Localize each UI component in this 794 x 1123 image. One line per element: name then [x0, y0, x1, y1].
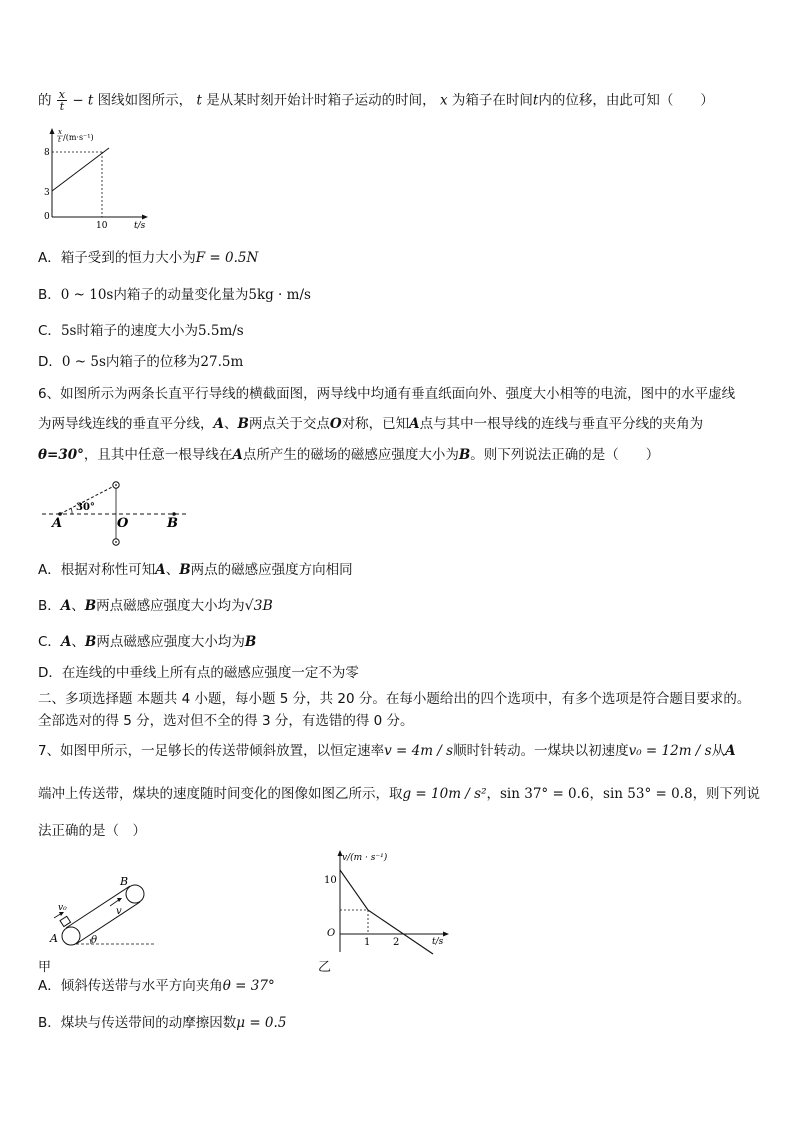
- option-text: 时箱子的速度大小为: [76, 323, 198, 339]
- formula: sin 53° = 0.8: [603, 786, 693, 802]
- option-text: 内箱子的位移为: [105, 354, 201, 370]
- pulley-bottom-icon: [62, 927, 80, 945]
- y-tick-8: 8: [44, 148, 50, 158]
- formula: sin 37° = 0.6: [500, 786, 590, 802]
- option-text: 、: [165, 562, 180, 578]
- q6-stem-line1: 6、如图所示为两条长直平行导线的横截面图，两导线中均通有垂直纸面向外、强度大小相等的电流，图中的水平虚线: [38, 386, 736, 402]
- option-text: A．根据对称性可知: [38, 562, 156, 578]
- label-a: A: [50, 932, 58, 945]
- x-tick-2: 2: [393, 937, 400, 948]
- point-b: B: [84, 634, 97, 650]
- graph-segment-2: [368, 910, 433, 954]
- option-formula: μ = 0.5: [236, 1015, 287, 1031]
- option-label: D．: [38, 354, 62, 370]
- frac-numerator: x: [58, 88, 66, 101]
- option-text: A．倾斜传送带与水平方向夹角: [38, 978, 223, 994]
- y-axis-label: v/(m · s⁻¹): [342, 853, 388, 863]
- x-axis-label: t/s: [134, 221, 146, 231]
- var-t: t: [532, 92, 539, 109]
- option-formula: 5.5m/s: [197, 323, 244, 339]
- graph-segment-1: [340, 870, 368, 910]
- label-b: B: [120, 875, 129, 888]
- stem-text: ，则下列说: [692, 786, 761, 802]
- stem-text: 是从某时刻开始计时箱子运动的时间，: [206, 92, 436, 109]
- option-label: A．箱子受到的恒力大小为: [38, 250, 196, 266]
- option-formula: θ = 37°: [222, 978, 275, 994]
- q5-stem: [38, 89, 756, 112]
- point-a: A: [60, 598, 72, 614]
- q6-stem-line3: [38, 446, 756, 464]
- frac-denominator: t: [59, 100, 65, 113]
- stem-text: 端冲上传送带，煤块的速度随时间变化的图像如图乙所示，取: [38, 786, 403, 802]
- stem-text: 顺时针转动。一煤块以初速度: [453, 743, 629, 759]
- option-text: 内箱子的动量变化量为: [113, 287, 249, 303]
- fig-point-b: B: [167, 516, 178, 531]
- stem-text: 内的位移，由此可知（ ）: [538, 92, 714, 109]
- stem-text: 点所产生的磁场的磁感应强度大小为: [242, 447, 459, 463]
- q5-option-d: [38, 353, 756, 371]
- q5-option-c: [38, 322, 756, 340]
- q5-stem-fraction: [57, 89, 67, 112]
- stem-text: 为两导线连线的垂直平分线，: [38, 416, 214, 432]
- stem-text: 图线如图所示，: [97, 92, 193, 109]
- formula: v₀ = 12m / s: [628, 743, 712, 759]
- q6-option-b: [38, 597, 756, 615]
- option-text: 、: [71, 634, 85, 650]
- x-tick-1: 1: [364, 937, 371, 948]
- stem-text: ，: [589, 786, 604, 802]
- option-formula: 5kg · m/s: [248, 287, 311, 303]
- y-axis-frac-num: x: [58, 128, 62, 136]
- fig-point-o: O: [117, 516, 129, 531]
- option-formula: √3B: [244, 598, 273, 614]
- option-label: B．: [38, 287, 61, 303]
- q6-figure: [38, 476, 198, 550]
- y-axis-frac-den: t: [58, 136, 61, 144]
- point-b: B: [237, 416, 249, 432]
- point-b: B: [84, 598, 97, 614]
- q7-figure-jia: [36, 870, 166, 970]
- option-label: C．: [38, 634, 61, 650]
- minus-sign: −: [72, 92, 84, 109]
- y-tick-0: 0: [44, 212, 50, 222]
- stem-text: 。则下列说法正确的是（ ）: [470, 447, 660, 463]
- var-t: t: [196, 92, 202, 109]
- stem-text: 点与其中一根导线的连线与垂直平分线的夹角为: [419, 416, 704, 432]
- q6-option-a: [38, 561, 756, 579]
- option-text: 两点磁感应强度大小均为: [96, 634, 245, 650]
- stem-text: ，且其中任意一根导线在: [83, 447, 233, 463]
- q7-stem-line2: [38, 785, 761, 803]
- point-a: A: [725, 743, 736, 759]
- origin-label: O: [327, 928, 336, 939]
- point-a: A: [213, 416, 224, 432]
- point-a: A: [60, 634, 72, 650]
- stem-text: 7、如图甲所示，一足够长的传送带倾斜放置，以恒定速率: [38, 743, 385, 759]
- option-text: B．煤块与传送带间的动摩擦因数: [38, 1015, 237, 1031]
- section2-line1: 二、多项选择题 本题共 4 小题，每小题 5 分，共 20 分。在每小题给出的四个选项中，有多个选项是符合题目要求的。: [38, 691, 751, 707]
- option-formula: 27.5m: [200, 354, 244, 370]
- q6-option-d: D．在连线的中垂线上所有点的磁感应强度一定不为零: [38, 665, 359, 681]
- option-formula: F = 0.5N: [195, 250, 259, 266]
- option-formula: 5s: [60, 323, 77, 339]
- point-a: A: [409, 416, 420, 432]
- magnitude-b: B: [458, 447, 471, 463]
- caption-yi: 乙: [318, 960, 332, 975]
- y-tick-3: 3: [44, 188, 50, 198]
- option-formula: B: [244, 634, 257, 650]
- q5-option-b: [38, 286, 756, 304]
- label-v: v: [116, 906, 122, 917]
- x-tick-10: 10: [96, 221, 108, 231]
- q5-graph: [36, 126, 156, 232]
- option-text: 两点磁感应强度大小均为: [96, 598, 245, 614]
- q6-stem-line2: [38, 415, 756, 433]
- point-a: A: [155, 562, 166, 578]
- pulley-top-icon: [126, 885, 144, 903]
- formula: v = 4m / s: [384, 743, 454, 759]
- fig-point-a: A: [52, 516, 63, 531]
- stem-text: ，: [486, 786, 500, 802]
- angle-theta: θ=30°: [38, 447, 84, 463]
- y-axis-unit: /(m·s⁻¹): [63, 133, 94, 142]
- q7-stem-line3: 法正确的是（ ）: [38, 823, 146, 839]
- point-b: B: [179, 562, 191, 578]
- x-axis-label: t/s: [432, 937, 444, 947]
- option-formula: 0 ~ 10s: [60, 287, 114, 303]
- q6-option-c: [38, 633, 756, 651]
- option-formula: 0 ~ 5s: [61, 354, 106, 370]
- stem-text: 、: [223, 416, 238, 432]
- stem-text: 对称，已知: [341, 416, 410, 432]
- q7-figure-yi: [315, 848, 455, 958]
- stem-text: 从: [711, 743, 726, 759]
- section2-line2: 全部选对的得 5 分，选对但不全的得 3 分，有选错的得 0 分。: [38, 713, 414, 729]
- var-t: t: [87, 92, 94, 109]
- caption-jia: 甲: [38, 960, 52, 975]
- option-text: 、: [71, 598, 85, 614]
- option-label: C．: [38, 323, 61, 339]
- option-text: 两点的磁感应强度方向相同: [190, 562, 353, 578]
- coal-block: [60, 916, 71, 926]
- q7-option-a: [38, 977, 756, 995]
- label-theta: θ: [91, 935, 98, 946]
- q7-option-b: [38, 1014, 756, 1032]
- q5-option-a: [38, 249, 756, 267]
- option-label: B．: [38, 598, 61, 614]
- graph-line: [52, 148, 109, 191]
- stem-text: 为箱子在时间: [451, 92, 533, 109]
- q7-stem-line1: [38, 742, 756, 760]
- angle-label: 30°: [76, 502, 95, 513]
- stem-text: 两点关于交点: [248, 416, 330, 432]
- point-o: O: [329, 416, 342, 432]
- q5-stem-prefix: 的: [38, 92, 52, 109]
- label-v0: v₀: [58, 903, 67, 913]
- y-tick-10: 10: [324, 875, 337, 886]
- var-x: x: [439, 92, 448, 109]
- point-a: A: [232, 447, 243, 463]
- formula: g = 10m / s²: [402, 786, 487, 802]
